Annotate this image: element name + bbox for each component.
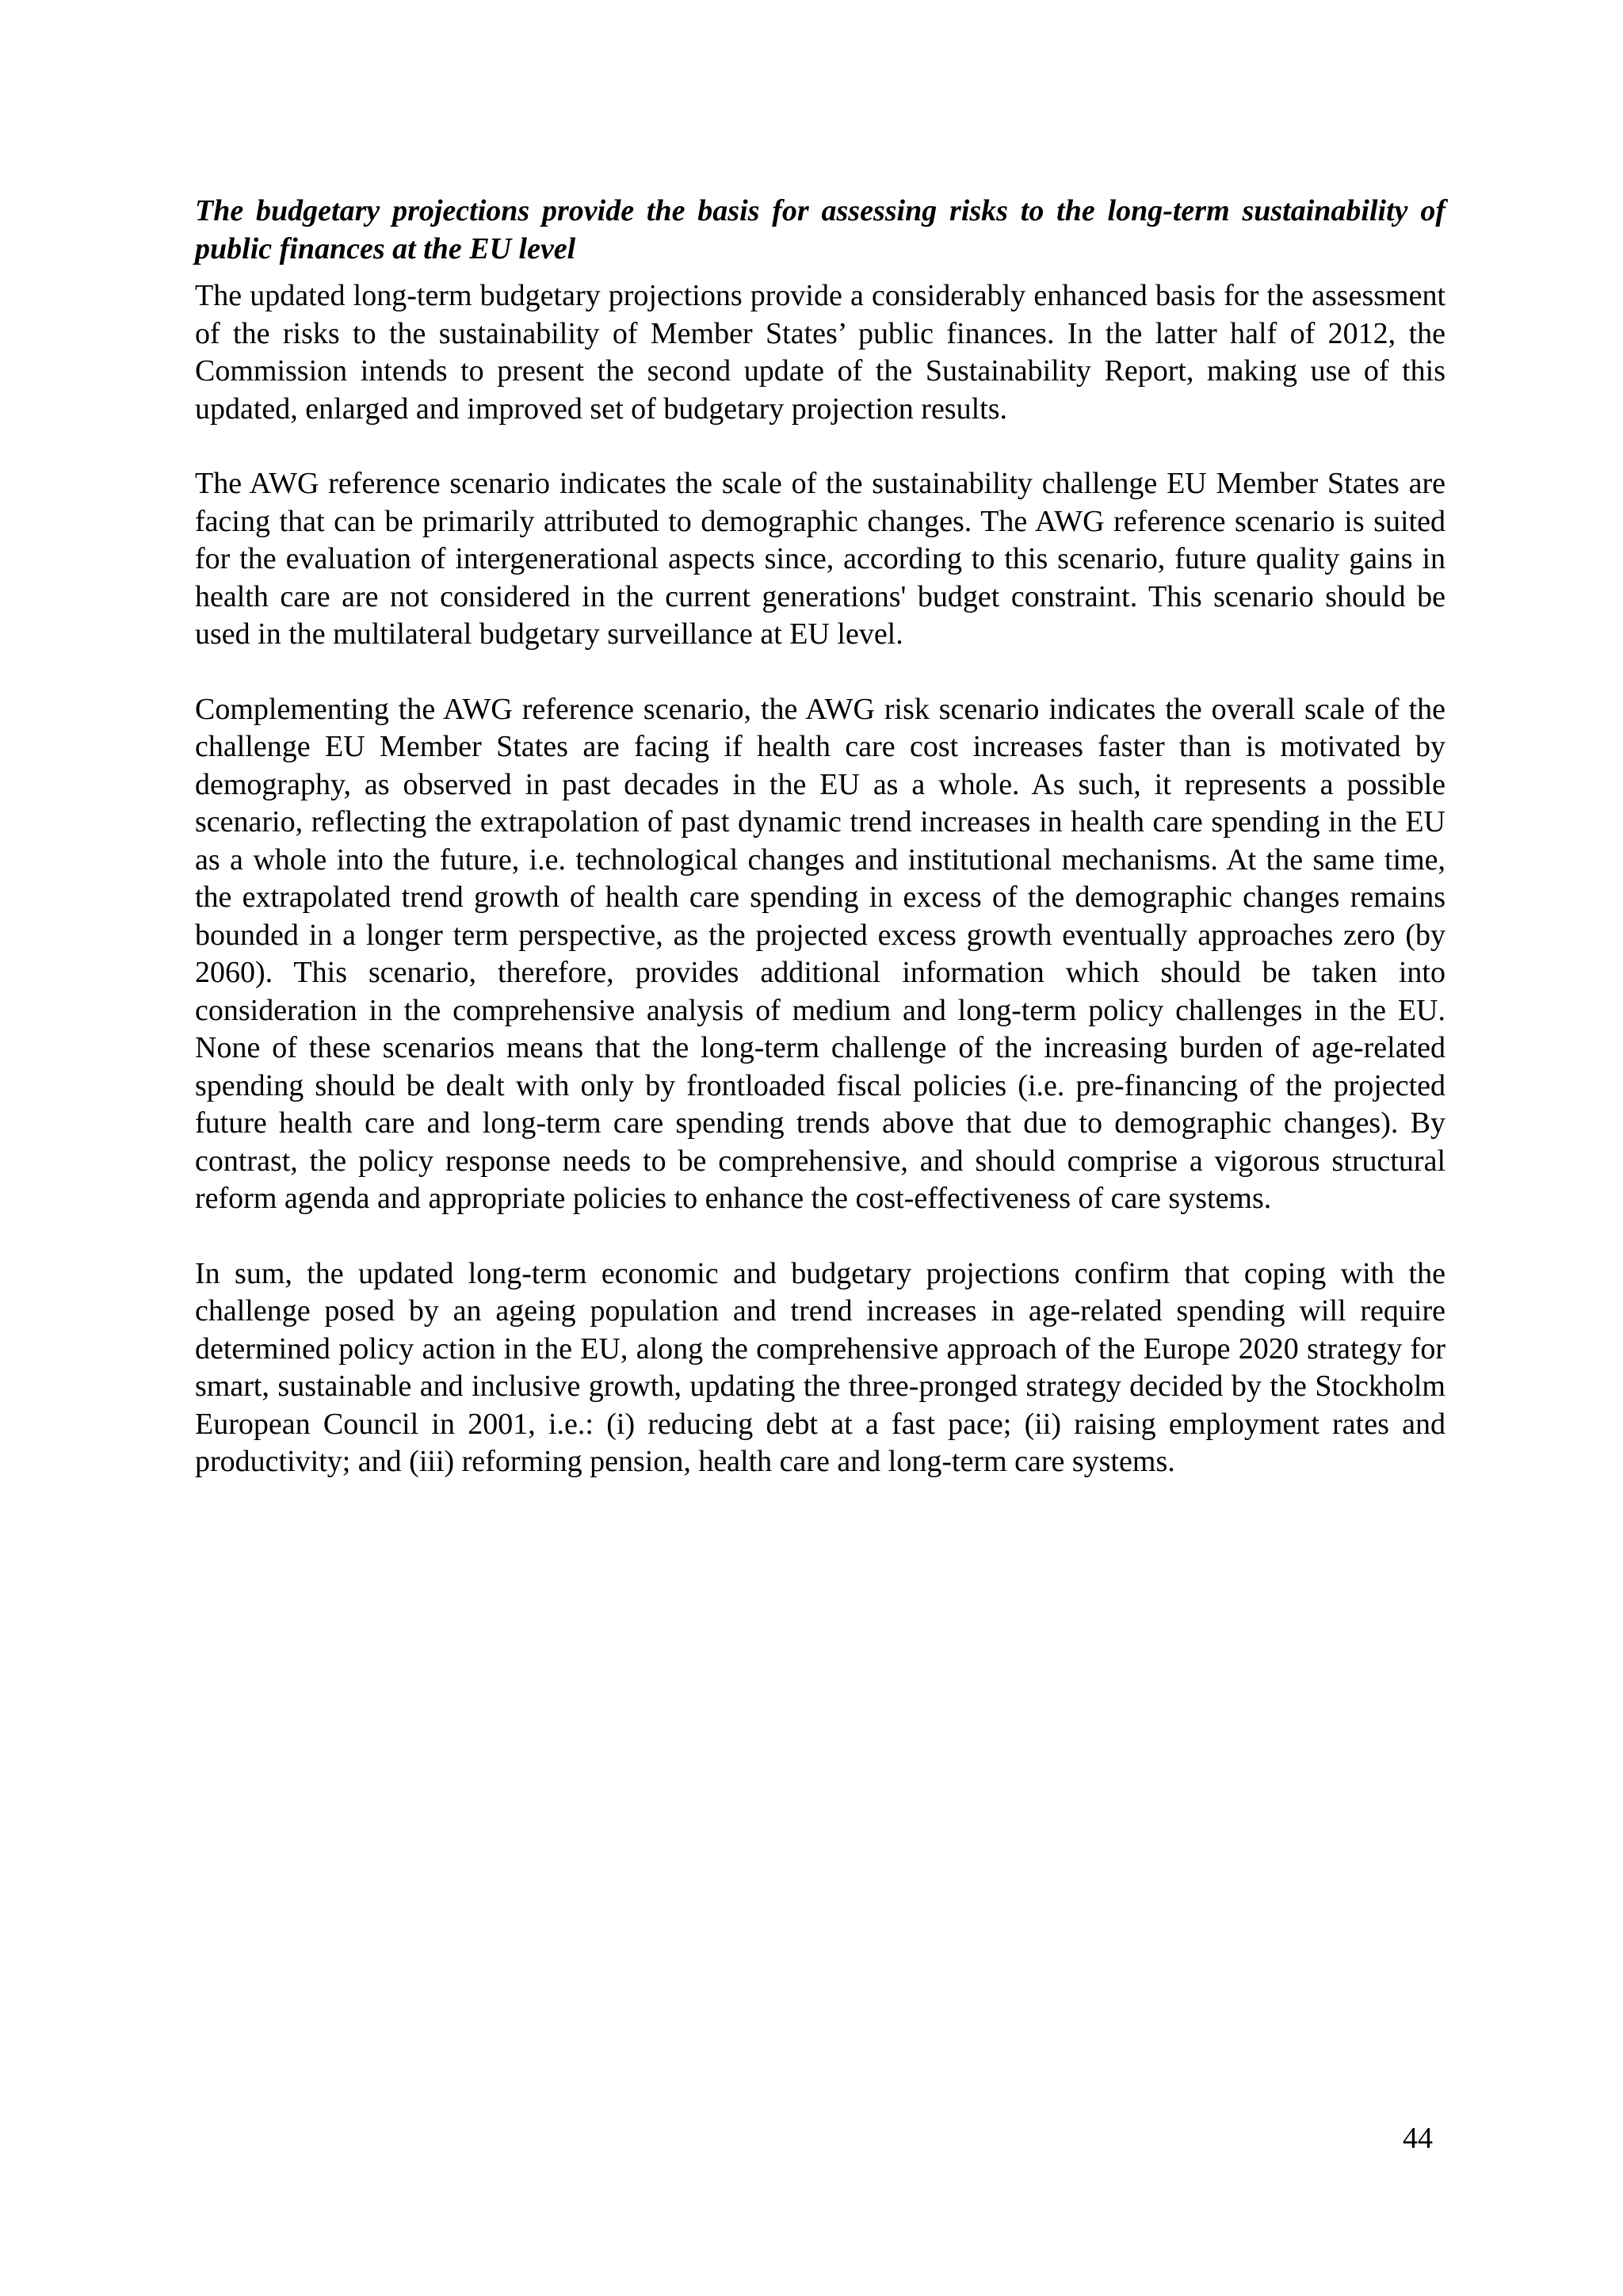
paragraph: Complementing the AWG reference scenario, the AWG risk scenario indicates the overall scale of the challenge EU Member States are facing if health care cost increases faster than is motivated by demography, as observed in past decades in the EU as a whole. As such, it represents a possible scenario, reflecting the extrapolation of past dynamic trend increases in health care spending in the EU as a whole into the future, i.e. technological changes and institutional mechanisms. At the same time, the extrapolated trend growth of health care spending in excess of the demographic changes remains bounded in a longer term perspective, as the projected excess growth eventually approaches zero (by 2060). This scenario, therefore, provides additional information which should be taken into consideration in the comprehensive analysis of medium and long-term policy challenges in the EU. None of these scenarios means that the long-term challenge of the increasing burden of age-related spending should be dealt with only by frontloaded fiscal policies (i.e. pre-financing of the projected future health care and long-term care spending trends above that due to demographic changes). By contrast, the policy response needs to be comprehensive, and should comprise a vigorous structural reform agenda and appropriate policies to enhance the cost-effectiveness of care systems. bbox=[195, 692, 1445, 1215]
page-number: 44 bbox=[1403, 2122, 1433, 2155]
paragraph: The updated long-term budgetary projections provide a considerably enhanced basis for the assessment of the risks to the sustainability of Member States’ public finances. In the latter half of 2012, the Commission intends to present the second update of the Sustainability Report, making use of this updated, enlarged and improved set of budgetary projection results. bbox=[195, 279, 1445, 426]
paragraph: In sum, the updated long-term economic and budgetary projections confirm that coping with the challenge posed by an ageing population and trend increases in age-related spending will require determined policy action in the EU, along the comprehensive approach of the Europe 2020 strategy for smart, sustainable and inclusive growth, updating the three-pronged strategy decided by the Stockholm European Council in 2001, i.e.: (i) reducing debt at a fast pace; (ii) raising employment rates and productivity; and (iii) reforming pension, health care and long-term care systems. bbox=[195, 1256, 1445, 1478]
section-heading: The budgetary projections provide the basis for assessing risks to the long-term sustainability of public finances at the EU level bbox=[195, 194, 1445, 266]
paragraph: The AWG reference scenario indicates the scale of the sustainability challenge EU Member States are facing that can be primarily attributed to demographic changes. The AWG reference scenario is suited for the evaluation of intergenerational aspects since, according to this scenario, future quality gains in health care are not considered in the current generations' budget constraint. This scenario should be used in the multilateral budgetary surveillance at EU level. bbox=[195, 467, 1445, 651]
document-page bbox=[195, 192, 1445, 1519]
